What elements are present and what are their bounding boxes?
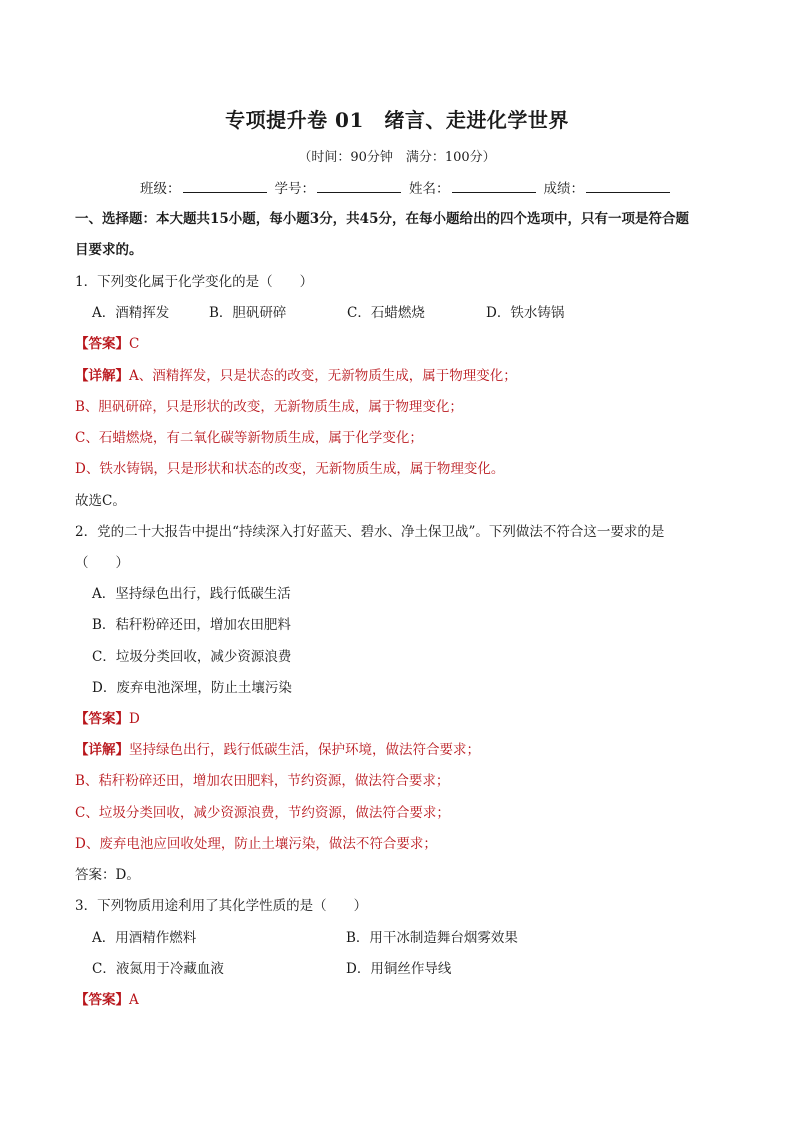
q2-detail-line: B、秸秆粉碎还田，增加农田肥料，节约资源，做法符合要求； [75,773,450,789]
q2-detail-tag: 【详解】 [75,742,129,758]
q1-detail-tag: 【详解】 [75,368,129,384]
q3-option-a: A．用酒精作燃料 [92,930,197,946]
q1-detail [75,364,517,384]
q2-detail-line: C、垃圾分类回收，减少资源浪费，节约资源，做法符合要求； [75,805,450,821]
q1-detail-line: A、酒精挥发，只是状态的改变，无新物质生成，属于物理变化； [129,368,517,384]
score-blank [586,180,670,193]
q3-answer-value: A [129,992,139,1008]
class-blank [183,180,267,193]
section-header: 一、选择题：本大题共15小题，每小题3分，共45分，在每小题给出的四个选项中，只有一项是符合题 [75,211,689,227]
student-info-row [140,177,678,197]
q1-option-b: B．胆矾研碎 [209,305,287,321]
q2-answer-value: D [129,711,140,727]
q1-answer-tag: 【答案】 [75,336,129,352]
page-title: 专项提升卷 01 绪言、走进化学世界 [225,108,569,132]
q1-conclusion: 故选C。 [75,493,126,509]
q3-answer [75,988,139,1008]
q1-answer [75,332,139,352]
q1-detail-line: B、胆矾研碎，只是形状的改变，无新物质生成，属于物理变化； [75,399,463,415]
q3-option-d: D．用铜丝作导线 [346,961,452,977]
q2-detail [75,738,480,758]
q1-answer-value: C [129,336,140,352]
q3-answer-tag: 【答案】 [75,992,129,1008]
q1-detail-line: D、铁水铸锅，只是形状和状态的改变，无新物质生成，属于物理变化。 [75,461,505,477]
q1-option-c: C．石蜡燃烧 [347,305,425,321]
q2-answer-tag: 【答案】 [75,711,129,727]
q2-detail-line: 坚持绿色出行，践行低碳生活，保护环境，做法符合要求； [129,742,480,758]
q2-option-a: A．坚持绿色出行，践行低碳生活 [92,586,291,602]
student-no-label: 学号： [274,181,315,197]
score-label: 成绩： [543,181,584,197]
q2-option-d: D．废弃电池深埋，防止土壤污染 [92,680,292,696]
q1-stem: 1．下列变化属于化学变化的是（ ） [75,274,314,290]
q2-conclusion: 答案：D。 [75,867,140,883]
exam-time-score: （时间：90分钟 满分：100分） [298,150,496,165]
name-blank [452,180,536,193]
q2-stem: 2．党的二十大报告中提出“持续深入打好蓝天、碧水、净土保卫战”。下列做法不符合这一要求的是 [75,524,665,540]
q2-answer [75,707,140,727]
q3-option-b: B．用干冰制造舞台烟雾效果 [346,930,518,946]
q1-option-a: A．酒精挥发 [92,305,170,321]
q3-stem: 3．下列物质用途利用了其化学性质的是（ ） [75,898,368,914]
q1-detail-line: C、石蜡燃烧，有二氧化碳等新物质生成，属于化学变化； [75,430,423,446]
q2-detail-line: D、废弃电池应回收处理，防止土壤污染，做法不符合要求； [75,836,437,852]
q2-option-c: C．垃圾分类回收，减少资源浪费 [92,649,292,665]
section-header-cont: 目要求的。 [75,242,143,258]
q1-option-d: D．铁水铸锅 [486,305,565,321]
q2-stem-cont: （ ） [75,555,129,571]
student-no-blank [317,180,401,193]
q2-option-b: B．秸秆粉碎还田，增加农田肥料 [92,617,291,633]
class-label: 班级： [140,181,181,197]
q3-option-c: C．液氮用于冷藏血液 [92,961,224,977]
name-label: 姓名： [409,181,450,197]
